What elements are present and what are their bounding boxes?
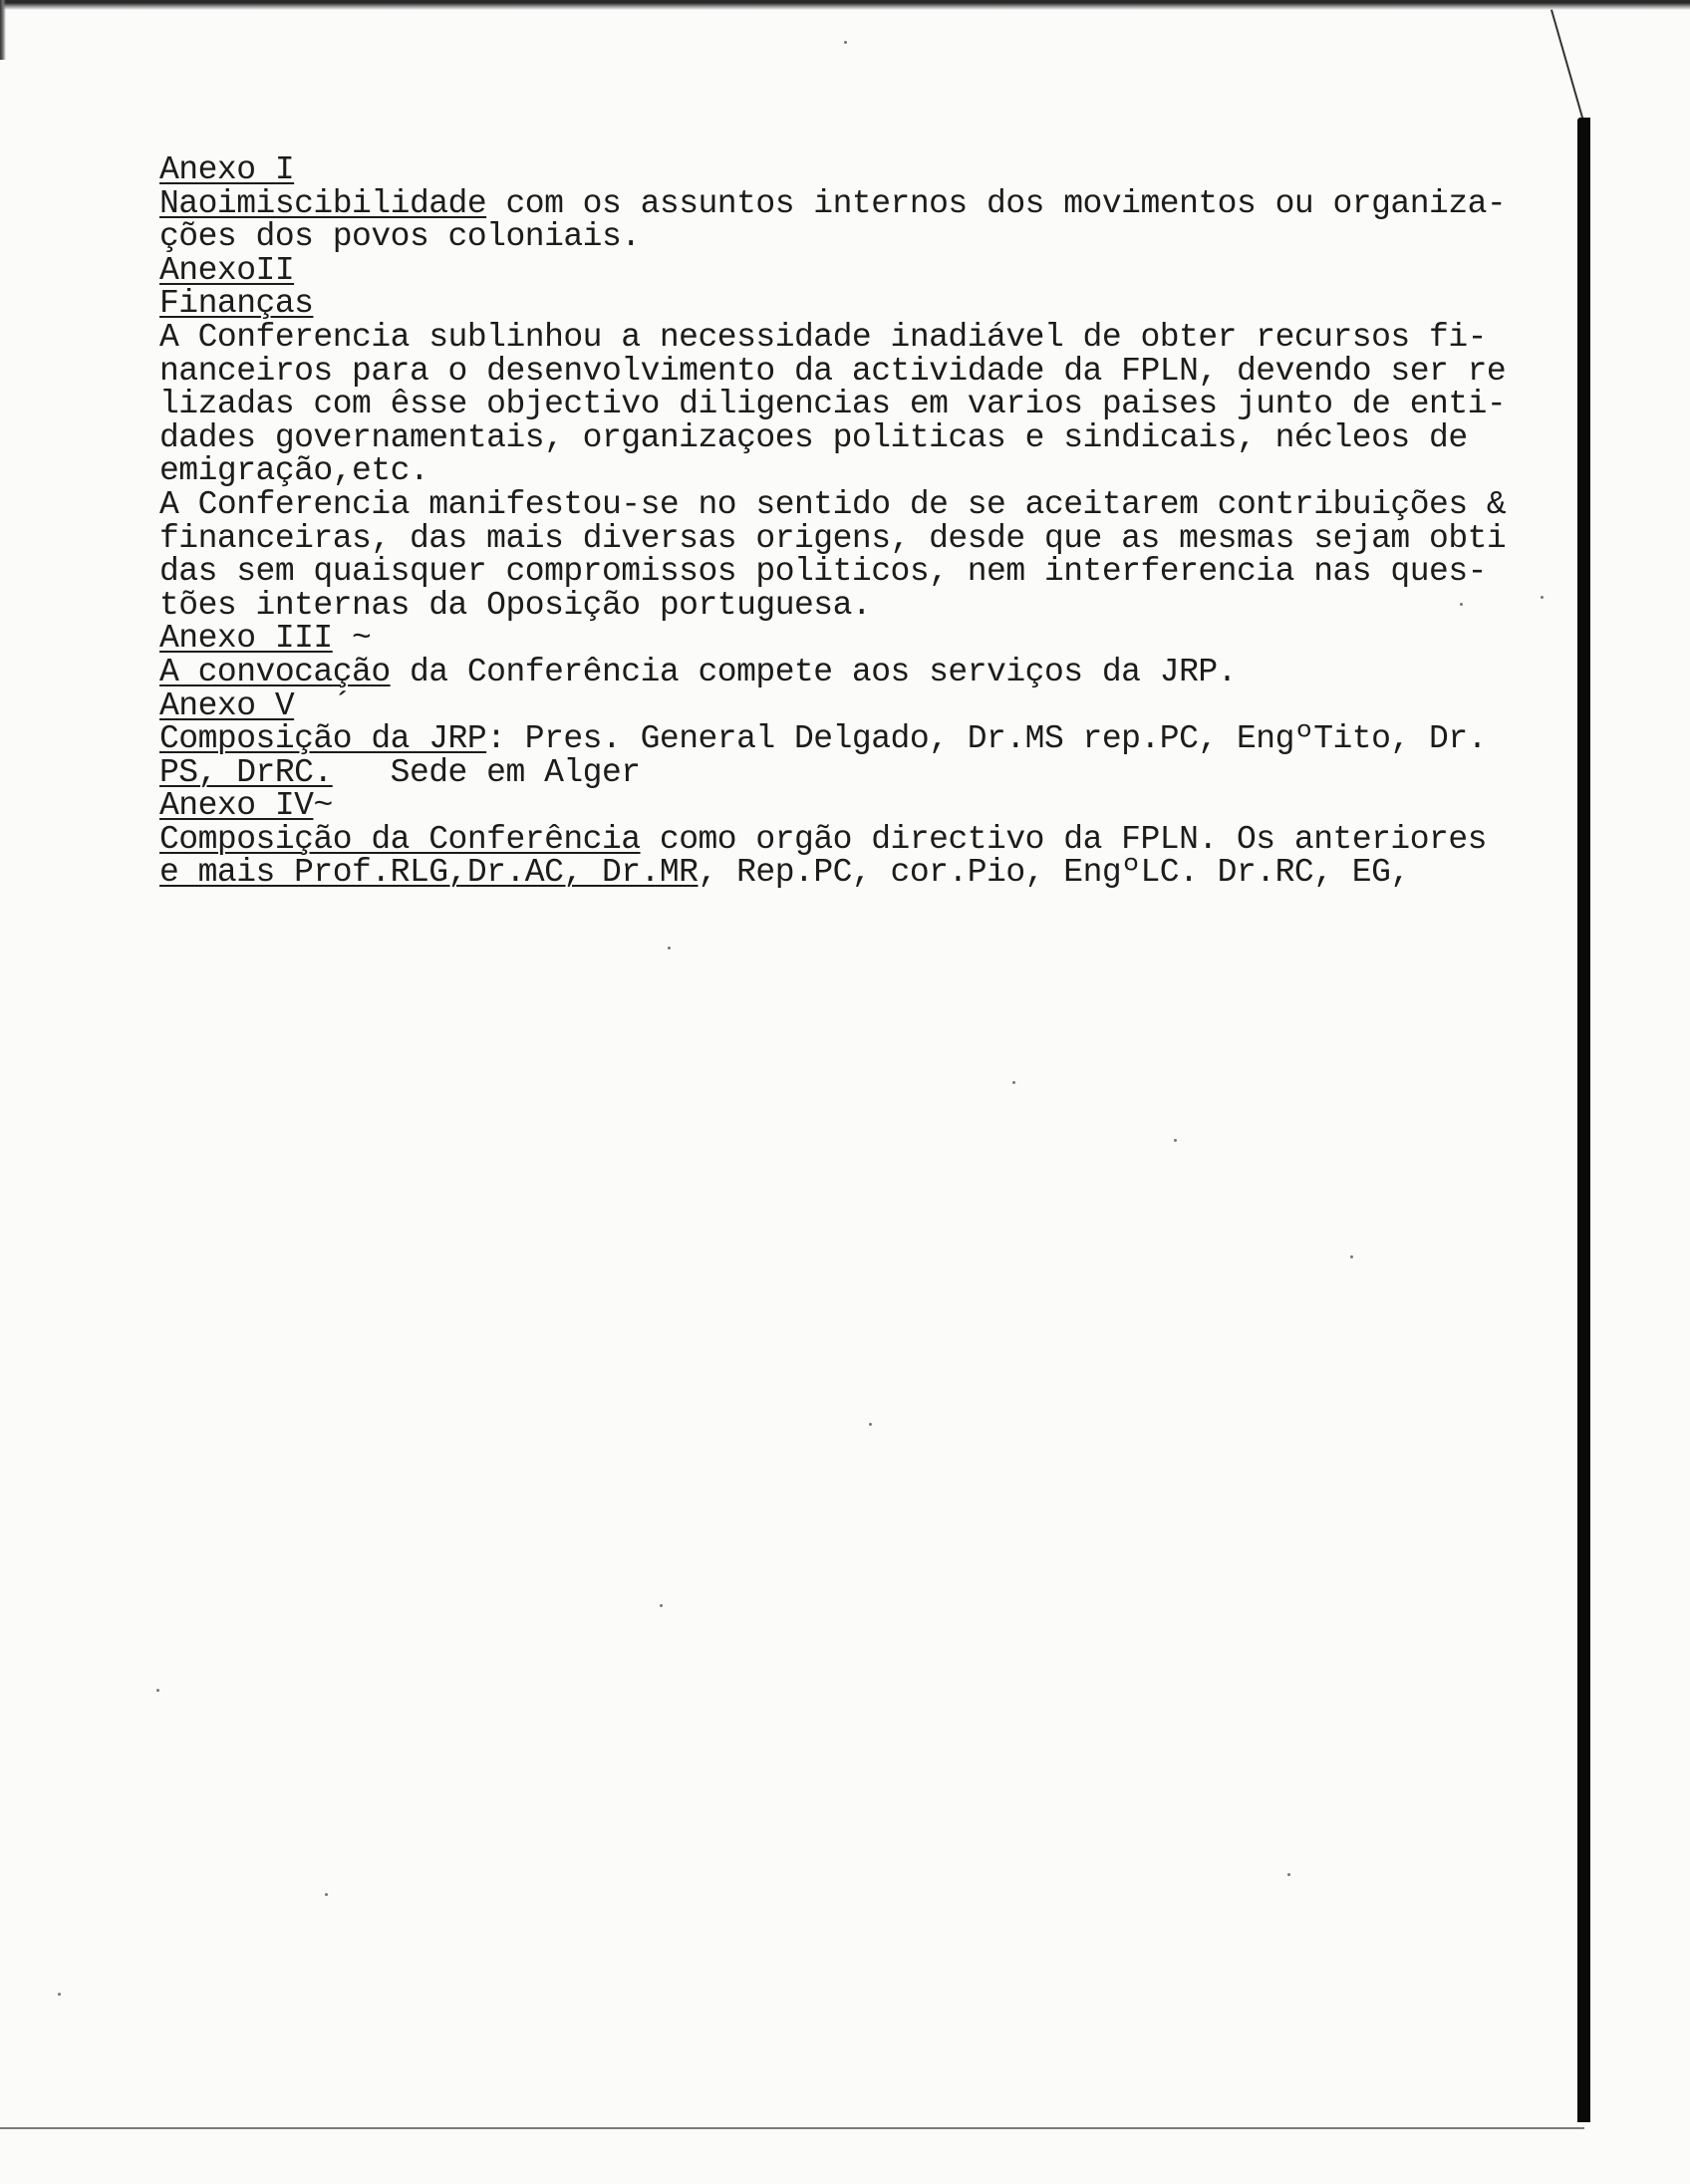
underlined-heading-text: A convocação [159,653,391,690]
line-text: financeiras, das mais diversas origens, desde que as mesmas sejam obti [159,519,1507,557]
line-text: tões internas da Oposição portuguesa. [159,586,872,624]
text-line [159,856,1574,890]
text-line [159,753,1574,791]
text-line [159,251,1574,289]
text-line [159,454,1574,488]
line-text: A Conferencia manifestou-se no sentido de se aceitarem contribuições & [159,485,1507,523]
paper-speck [1350,1255,1353,1258]
underlined-heading-text: Anexo I [159,151,295,188]
line-text: Sede em Alger [332,753,641,791]
line-text: da Conferência compete aos serviços da JRP. [390,653,1237,690]
text-line [159,418,1574,456]
line-text: nanceiros para o desenvolvimento da actividade da FPLN, devendo ser re [159,352,1507,390]
right-edge-slant-mark [1550,9,1588,135]
typewritten-text-block [159,153,1574,890]
text-line [159,722,1574,756]
page-top-edge [0,0,1690,10]
underlined-heading-text: Composição da Conferência [159,820,641,858]
text-line [159,653,1574,690]
text-line [159,519,1574,557]
paper-speck [325,1893,328,1896]
text-line [159,686,1574,724]
paper-speck [660,1604,663,1607]
text-line [159,789,1574,823]
text-line [159,220,1574,254]
text-line [159,352,1574,390]
line-text: ções dos povos coloniais. [159,218,641,256]
text-line [159,622,1574,656]
paper-speck [156,1689,159,1692]
underlined-heading-text: Anexo III [159,620,333,658]
underlined-heading-text: PS, DrRC. [159,753,333,791]
paper-speck [1541,596,1544,599]
line-text: como orgão directivo da FPLN. Os anteriores [640,820,1487,858]
paper-speck [1460,603,1463,606]
line-text: ´ [294,686,353,724]
underlined-heading-text: Anexo V [159,686,295,724]
underlined-heading-text: AnexoII [159,251,295,289]
line-text: , Rep.PC, cor.Pio, EngºLC. Dr.RC, EG, [698,854,1410,892]
line-text: ~ [332,620,372,658]
paper-speck [1287,1873,1290,1876]
line-text: com os assuntos internos dos movimentos ou organiza- [486,184,1507,222]
text-line [159,318,1574,356]
underlined-heading-text: Anexo IV [159,787,314,825]
text-line [159,555,1574,589]
paper-speck [58,1993,61,1996]
line-text: : Pres. General Delgado, Dr.MS rep.PC, EngºTito, Dr. [486,720,1487,758]
line-text: emigração,etc. [159,452,429,490]
paper-speck [1012,1081,1015,1084]
text-line [159,287,1574,321]
paper-speck [844,41,847,44]
underlined-heading-text: Naoimiscibilidade [159,184,487,222]
paper-speck [668,947,671,950]
line-text: A Conferencia sublinhou a necessidade inadiável de obter recursos fi- [159,318,1487,356]
text-line [159,485,1574,523]
underlined-heading-text: Finanças [159,285,314,323]
line-text: ~ [313,787,333,825]
text-line [159,153,1574,187]
paper-speck [869,1423,872,1426]
underlined-heading-text: e mais Prof.RLG,Dr.AC, Dr.MR [159,854,699,892]
page-left-corner-shadow [0,0,6,60]
paper-speck [1174,1139,1177,1142]
right-edge-shadow-bar [1577,118,1590,2122]
line-text: das sem quaisquer compromissos politicos, nem interferencia nas ques- [159,553,1487,591]
bottom-fold-line [0,2127,1584,2129]
underlined-heading-text: Composição da JRP [159,720,487,758]
text-line [159,184,1574,222]
line-text: dades governamentais, organizaçoes politicas e sindicais, nécleos de [159,418,1468,456]
text-line [159,388,1574,421]
text-line [159,586,1574,624]
line-text: lizadas com êsse objectivo diligencias em varios paises junto de enti- [159,386,1507,423]
text-line [159,820,1574,858]
